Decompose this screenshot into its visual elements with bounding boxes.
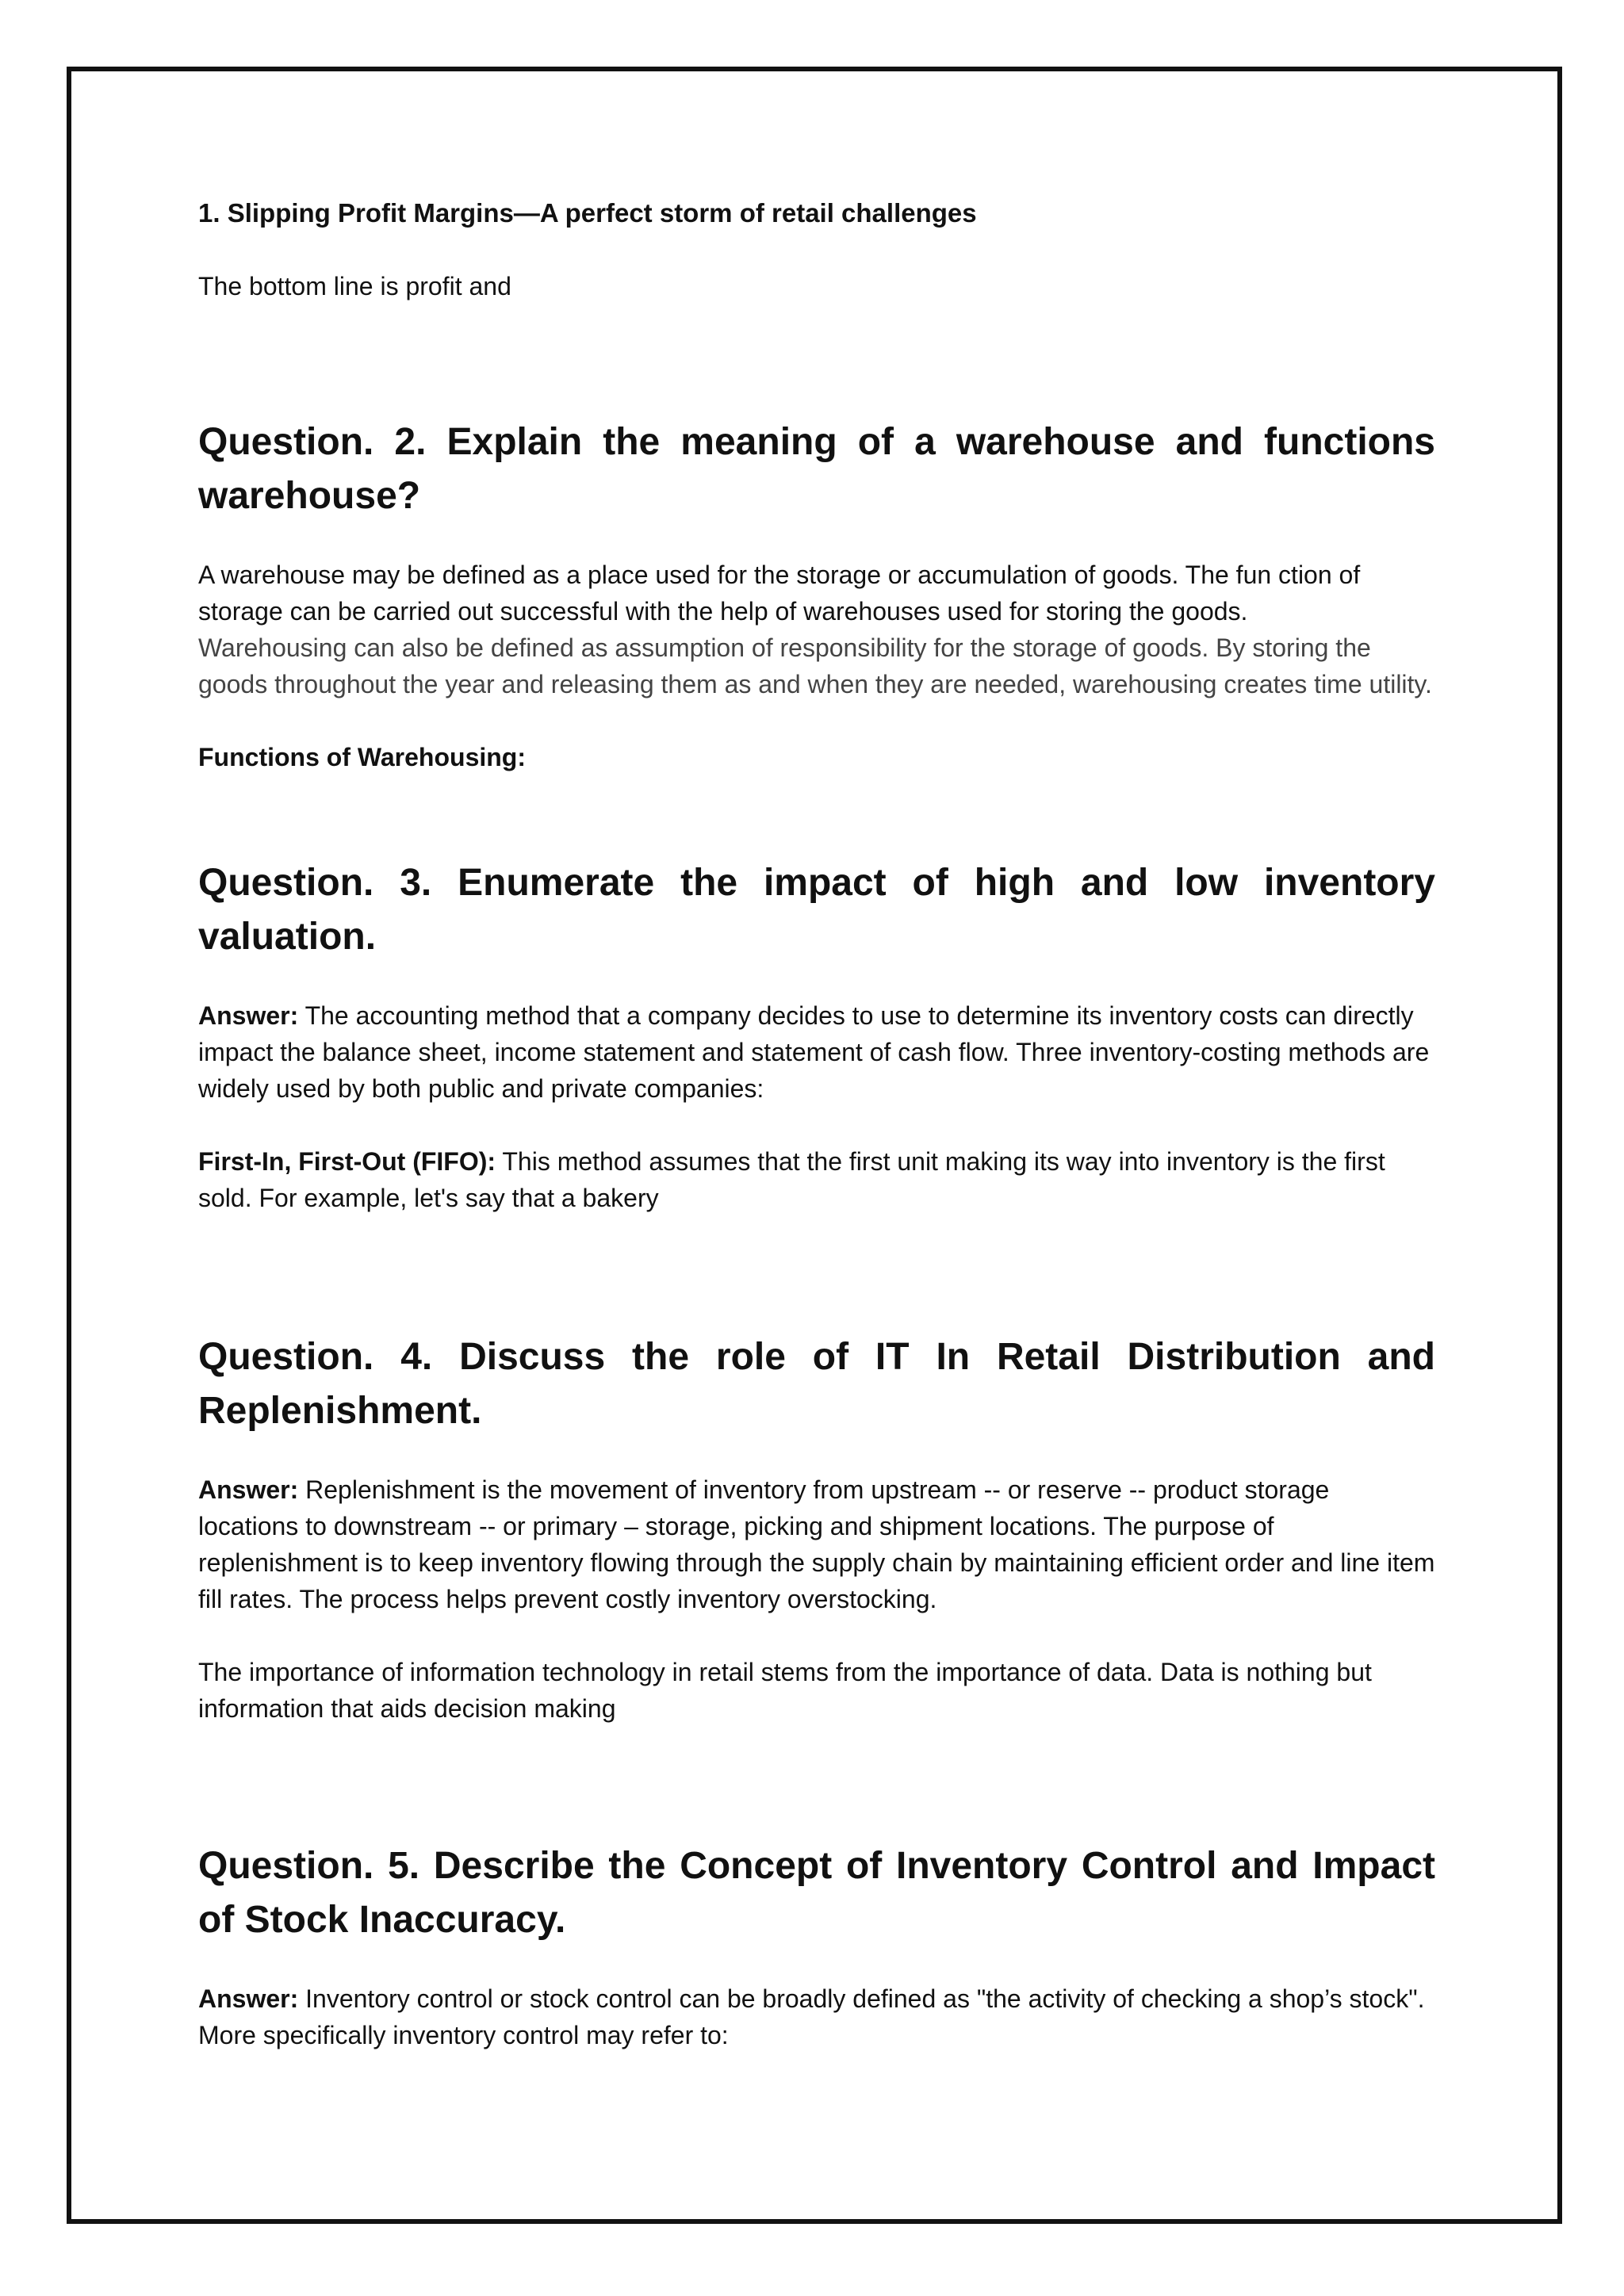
- answer-text: Replenishment is the movement of inventory from upstream -- or reserve -- product storage locations to downstream -- or primary – storage, picking and shipment locations. The purpose of replenishment is to keep inventory flowing through the supply chain by maintaining efficient order and line item fill rates. The process helps prevent costly inventory overstocking.: [198, 1475, 1435, 1613]
- question-2-heading: Question. 2. Explain the meaning of a warehouse and functions warehouse?: [198, 421, 1435, 517]
- answer-label: Answer:: [198, 1475, 299, 1504]
- question-5-heading: Question. 5. Describe the Concept of Inventory Control and Impact of Stock Inaccuracy.: [198, 1845, 1435, 1941]
- answer-label: Answer:: [198, 1984, 299, 2013]
- question-4-answer: [198, 1471, 1435, 1617]
- functions-of-warehousing-subheading: Functions of Warehousing:: [198, 743, 526, 771]
- fifo-label: First-In, First-Out (FIFO):: [198, 1147, 496, 1176]
- answer-text: The accounting method that a company decides to use to determine its inventory costs can directly impact the balance sheet, income statement and statement of cash flow. Three inventory-costing methods are widely used by both public and private companies:: [198, 1001, 1430, 1103]
- section-1-text: The bottom line is profit and: [198, 272, 511, 300]
- question-4-paragraph-2: The importance of information technology in retail stems from the importance of data. Data is nothing but information that aids decision making: [198, 1658, 1372, 1723]
- question-5-answer: [198, 1980, 1435, 2053]
- fifo-text: This method assumes that the first unit making its way into inventory is the first sold. For example, let's say that a bakery: [198, 1147, 1385, 1212]
- question-3-heading: Question. 3. Enumerate the impact of high and low inventory valuation.: [198, 862, 1435, 958]
- answer-label: Answer:: [198, 1001, 299, 1030]
- question-2-paragraph-1: A warehouse may be defined as a place used for the storage or accumulation of goods. The fun ction of storage can be carried out successful with the help of warehouses used for storing the goods.: [198, 561, 1361, 626]
- section-1-heading: 1. Slipping Profit Margins—A perfect storm of retail challenges: [198, 198, 977, 228]
- fifo-paragraph: [198, 1143, 1435, 1216]
- question-2-paragraph-2: Warehousing can also be defined as assumption of responsibility for the storage of goods. By storing the goods throughout the year and releasing them as and when they are needed, warehousing creates time utility.: [198, 633, 1432, 698]
- answer-text: Inventory control or stock control can be broadly defined as "the activity of checking a shop’s stock". More specifically inventory control may refer to:: [198, 1984, 1425, 2049]
- question-3-answer: [198, 997, 1435, 1107]
- question-4-heading: Question. 4. Discuss the role of IT In Retail Distribution and Replenishment.: [198, 1336, 1435, 1432]
